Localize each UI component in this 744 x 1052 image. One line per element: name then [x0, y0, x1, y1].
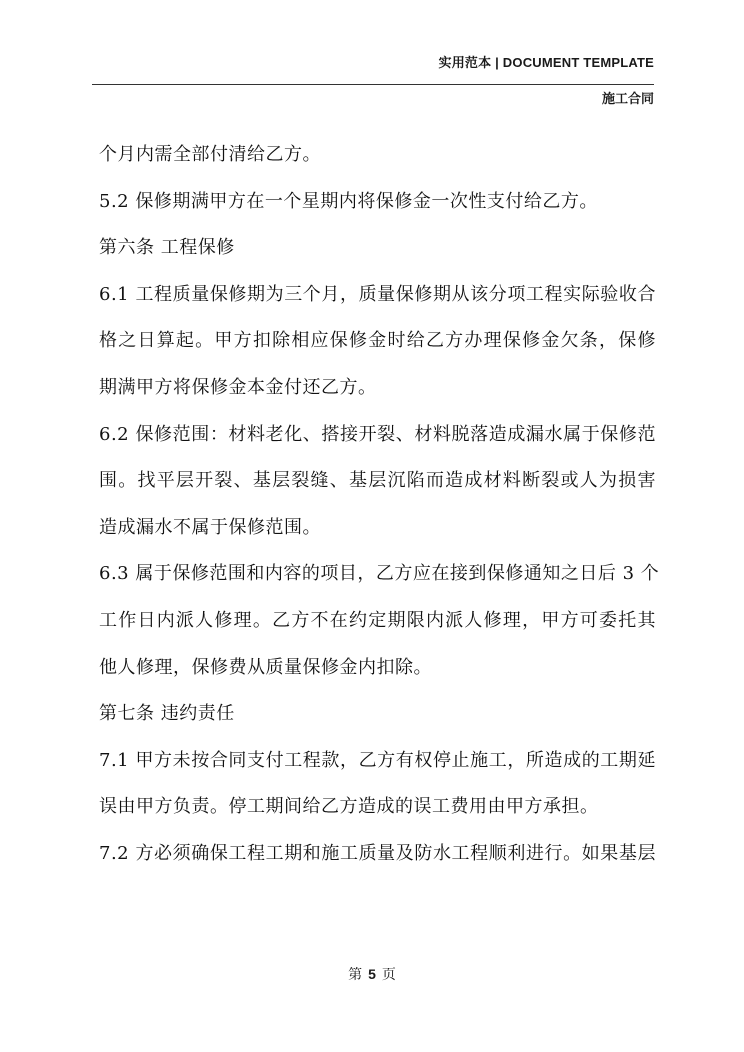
- body-line: 7.1 甲方未按合同支付工程款，乙方有权停止施工，所造成的工期延: [99, 749, 656, 771]
- body-line: 5.2 保修期满甲方在一个星期内将保修金一次性支付给乙方。: [99, 190, 598, 212]
- body-line: 7.2 方必须确保工程工期和施工质量及防水工程顺利进行。如果基层: [99, 842, 656, 864]
- section-heading: 第六条 工程保修: [99, 237, 235, 259]
- body-line: 造成漏水不属于保修范围。: [99, 516, 321, 538]
- body-line: 个月内需全部付清给乙方。: [99, 144, 321, 165]
- body-line: 6.2 保修范围：材料老化、搭接开裂、材料脱落造成漏水属于保修范: [99, 423, 656, 445]
- body-line: 工作日内派人修理。乙方不在约定期限内派人修理，甲方可委托其: [99, 609, 656, 631]
- body-line: 他人修理，保修费从质量保修金内扣除。: [99, 656, 432, 678]
- document-body: [99, 137, 660, 883]
- page-footer: [0, 964, 744, 984]
- body-line: 6.3 属于保修范围和内容的项目，乙方应在接到保修通知之日后 3 个: [99, 563, 660, 585]
- section-heading: 第七条 违约责任: [99, 703, 235, 725]
- page-label-prefix: 第: [348, 967, 363, 983]
- body-line: 围。找平层开裂、基层裂缝、基层沉陷而造成材料断裂或人为损害: [99, 470, 656, 492]
- page-number: 5: [368, 966, 376, 982]
- body-line: 期满甲方将保修金本金付还乙方。: [99, 376, 377, 398]
- page-label-suffix: 页: [381, 967, 396, 983]
- document-header-title: 实用范本 | DOCUMENT TEMPLATE: [438, 55, 654, 70]
- body-line: 6.1 工程质量保修期为三个月，质量保修期从该分项工程实际验收合: [99, 283, 656, 305]
- body-line: 格之日算起。甲方扣除相应保修金时给乙方办理保修金欠条，保修: [99, 330, 656, 352]
- header-divider: [92, 84, 654, 85]
- body-line: 误由甲方负责。停工期间给乙方造成的误工费用由甲方承担。: [99, 796, 599, 818]
- document-header-subtitle: 施工合同: [601, 91, 654, 106]
